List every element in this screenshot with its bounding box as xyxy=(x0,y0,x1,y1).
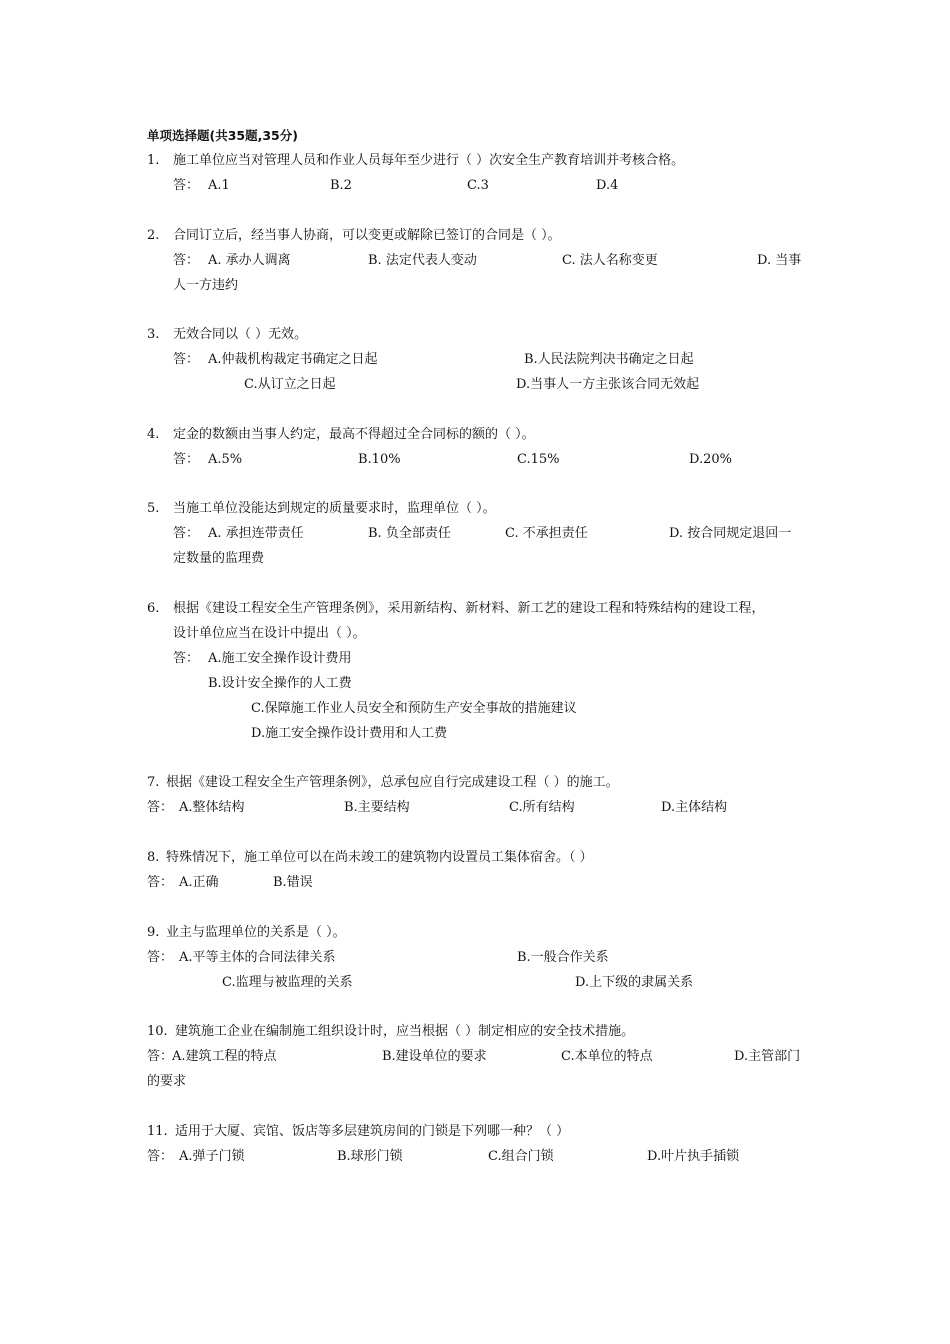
answer-label: 答： xyxy=(147,800,174,815)
question-number: 10. xyxy=(147,1024,168,1039)
option-b: B.主要结构 xyxy=(344,800,410,815)
answer-label: 答： xyxy=(173,352,200,367)
option-d: D.叶片执手插锁 xyxy=(647,1149,740,1164)
question-text: 施工单位应当对管理人员和作业人员每年至少进行（ ）次安全生产教育培训并考核合格。 xyxy=(173,153,685,168)
answer-label: 答： xyxy=(173,452,200,467)
question-text: 根据《建设工程安全生产管理条例》，采用新结构、新材料、新工艺的建设工程和特殊结构的建设工程， xyxy=(173,601,765,616)
option-b: B.球形门锁 xyxy=(337,1149,403,1164)
option-d: D.4 xyxy=(596,178,619,193)
option-a: A.1 xyxy=(208,178,230,193)
option-c: C.保障施工作业人员安全和预防生产安全事故的措施建议 xyxy=(251,701,577,716)
option-b: B.一般合作关系 xyxy=(517,950,609,965)
option-d: D.当事人一方主张该合同无效起 xyxy=(516,377,700,392)
option-c: C.15% xyxy=(517,452,560,467)
question-text-continued: 设计单位应当在设计中提出（ ）。 xyxy=(173,626,366,641)
question-number: 6. xyxy=(147,601,160,616)
option-c: C.从订立之日起 xyxy=(244,377,336,392)
question-number: 3. xyxy=(147,327,160,342)
option-d: D.20% xyxy=(689,452,732,467)
option-d: D.上下级的隶属关系 xyxy=(575,975,694,990)
option-c: C.3 xyxy=(467,178,489,193)
option-d: D.主体结构 xyxy=(661,800,728,815)
option-a: A.平等主体的合同法律关系 xyxy=(179,950,336,965)
option-a: A.正确 xyxy=(179,875,219,890)
question-text: 定金的数额由当事人约定，最高不得超过全合同标的额的（ ）。 xyxy=(173,427,535,442)
option-b: B.错误 xyxy=(273,875,313,890)
option-a: A. 承担连带责任 xyxy=(208,526,304,541)
option-d: D. 当事 xyxy=(757,253,802,268)
option-b: B.10% xyxy=(358,452,401,467)
question-text: 特殊情况下，施工单位可以在尚未竣工的建筑物内设置员工集体宿舍。（ ） xyxy=(166,850,593,865)
option-continuation: 定数量的监理费 xyxy=(173,551,265,566)
question-text: 根据《建设工程安全生产管理条例》，总承包应自行完成建设工程（ ）的施工。 xyxy=(166,775,619,790)
answer-label: 答： xyxy=(147,1049,174,1064)
option-d: D.施工安全操作设计费用和人工费 xyxy=(251,726,448,741)
option-a: A.施工安全操作设计费用 xyxy=(208,651,352,666)
section-title: 单项选择题(共35题,35分) xyxy=(147,128,298,143)
answer-label: 答： xyxy=(173,651,200,666)
question-number: 1. xyxy=(147,153,160,168)
question-text: 业主与监理单位的关系是（ ）。 xyxy=(166,925,346,940)
option-c: C. 不承担责任 xyxy=(505,526,588,541)
option-continuation: 人一方违约 xyxy=(173,278,239,293)
question-text: 当施工单位没能达到规定的质量要求时，监理单位（ ）。 xyxy=(173,501,496,516)
option-d: D. 按合同规定退回一 xyxy=(669,526,792,541)
question-number: 5. xyxy=(147,501,160,516)
answer-label: 答： xyxy=(147,950,174,965)
option-d: D.主管部门 xyxy=(734,1049,801,1064)
option-b: B.建设单位的要求 xyxy=(382,1049,487,1064)
answer-label: 答： xyxy=(173,253,200,268)
option-a: A.建筑工程的特点 xyxy=(172,1049,277,1064)
question-text: 无效合同以（ ）无效。 xyxy=(173,327,308,342)
answer-label: 答： xyxy=(147,875,174,890)
option-a: A.整体结构 xyxy=(179,800,245,815)
option-b: B. 负全部责任 xyxy=(368,526,451,541)
option-a: A.仲裁机构裁定书确定之日起 xyxy=(208,352,378,367)
option-b: B.2 xyxy=(330,178,352,193)
question-text: 合同订立后，经当事人协商，可以变更或解除已签订的合同是（ ）。 xyxy=(173,228,561,243)
option-c: C.监理与被监理的关系 xyxy=(222,975,353,990)
option-c: C.所有结构 xyxy=(509,800,575,815)
question-text: 适用于大厦、宾馆、饭店等多层建筑房间的门锁是下列哪一种？（ ） xyxy=(175,1124,570,1139)
answer-label: 答： xyxy=(147,1149,174,1164)
question-number: 8. xyxy=(147,850,160,865)
question-number: 7. xyxy=(147,775,160,790)
question-number: 4. xyxy=(147,427,160,442)
question-text: 建筑施工企业在编制施工组织设计时，应当根据（ ）制定相应的安全技术措施。 xyxy=(175,1024,635,1039)
answer-label: 答： xyxy=(173,526,200,541)
answer-label: 答： xyxy=(173,178,200,193)
option-a: A.弹子门锁 xyxy=(179,1149,245,1164)
option-continuation: 的要求 xyxy=(147,1074,187,1089)
option-b: B.人民法院判决书确定之日起 xyxy=(524,352,694,367)
option-a: A.5% xyxy=(208,452,243,467)
option-b: B.设计安全操作的人工费 xyxy=(208,676,352,691)
question-number: 11. xyxy=(147,1124,168,1139)
option-c: C. 法人名称变更 xyxy=(562,253,658,268)
question-number: 9. xyxy=(147,925,160,940)
option-c: C.本单位的特点 xyxy=(561,1049,653,1064)
question-number: 2. xyxy=(147,228,160,243)
option-a: A. 承办人调离 xyxy=(208,253,291,268)
option-b: B. 法定代表人变动 xyxy=(368,253,477,268)
option-c: C.组合门锁 xyxy=(488,1149,554,1164)
